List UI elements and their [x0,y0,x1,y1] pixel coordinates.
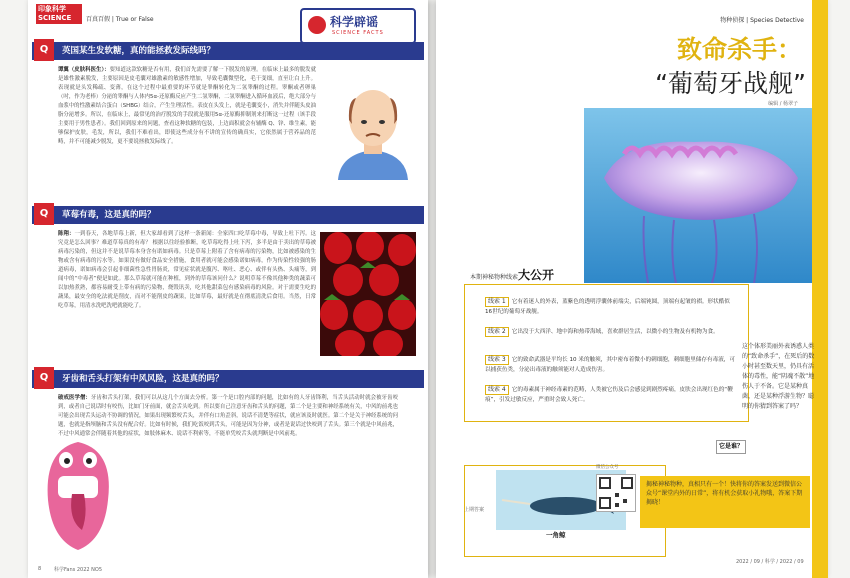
author-credit: 编辑 / 杨翠子 [768,101,798,107]
jellyfish-photo [584,108,812,283]
previous-answer-name: 一角鲸 [546,531,566,539]
q-badge: Q [34,39,54,61]
question-title: 英国某生发软糖，真的能拯救发际线吗？ [62,46,216,56]
clue-tag: 线索 1 [485,297,509,307]
clue-item-1 [485,297,735,317]
answer-body: 要知道这款软糖是否有用，我们首先需要了解一下脱发的原理。在临床上最多的脱发就是雄性激素脱发，主要原因是皮毛囊对雄激素的敏感性增加，导致毛囊微型化，毛干变细，直至让白上升。表现就是头发稀疏、变薄，在这个过程中最重要的环节就是睾酮转化为二氢睾酮的过程。睾酮或者卵巢（吋，作为老棒）分泌的睾酮与人体内5α-还原酶反应产生二氢睾酮，二氢睾酮进入循环血液后，绝大部分与血浆中的性激素结合蛋白（SHBG）结合，产生生理活性。表皮在头发上，就是毛囊变小，消失并伴随头皮油脂分泌增多。所以，在临床上，最常见的治疗脱发的手段就是服用5α-还原酶抑制剂来打断这一过程（该手段主要用于男性患者）。我们回到原来的问题，查看这种软糖的包装，上边面积就会有辅酶 Q、锌、维生素，能够保护皮肤，毛发，所以，我们不难看出，即使这些成分有不讲的宣传的确真实，它依然属于营养品的范畴，并不可能减少脱发，更不要说拯救发际线了。 [58,67,316,145]
qr-label: 微信公众号 [596,465,619,470]
logo-title: 科学辟谣 [330,15,379,29]
mystery-description: 这个体形美丽外表诱惑人类的“致命杀手”，在死后的数小时甚至数天里，仍具有活体的毒性，能“阴魂不散”地伤人于不备。它是某种真菌，还是某种浮游生物？聪明的你猜到答案了吗？ [742,343,815,410]
species-detective-header: 物种侦探 | Species Detective [720,17,804,24]
clue-item-4 [485,385,735,405]
clue-tag: 线索 3 [485,355,509,365]
clue-item-2 [485,327,735,337]
reveal-big-text: 大公开 [518,268,555,282]
answer-speaker: 陈翔： [58,231,75,237]
clue-box [464,284,749,422]
answer-speaker: 谭翼（皮肤科医生）： [58,67,110,73]
brand-logo: 印象科学 SCIENCE [36,4,82,24]
article-title-line-2: “葡萄牙战舰” [655,69,806,98]
tongue-monster-illustration [38,430,120,560]
strawberries-photo [320,232,416,356]
right-page-number: 2022 / 09 / 科学 / 2022 / 09 [736,559,804,565]
left-footer: 科学Fans 2022 NO5 [54,567,103,573]
left-page-number: 8 [38,566,42,572]
article-title-line-1: 致命杀手： [676,35,802,64]
section-label: 百真百假 | True or False [86,16,154,23]
question-bar-2 [32,206,424,224]
clue-tag: 线索 2 [485,327,509,337]
call-to-action-box: 揭秘神秘物种，真相只有一个！快将你的答案发送到微信公众号“课堂内外的日常”，将有机会获取小礼物哦，答案下期揭晓！ [640,476,810,528]
left-page [28,0,428,578]
science-facts-logo [300,8,416,44]
clue-text: 它出没于大西洋、地中海和热带海域，喜欢群居生活，以微小的生物及有机物为食。 [511,329,719,335]
who-is-it-label: 它是谁？ [716,440,746,454]
clue-item-3 [485,355,735,375]
clue-reveal-heading [470,266,554,283]
clue-text: 它有着迷人的外表，蓝紫色的透明浮囊体前端尖，后端钝圆，顶端有起皱的褶。形状酷似16世纪的葡萄牙战舰。 [485,299,730,315]
bald-man-illustration [330,80,416,180]
question-bar-3 [32,370,424,388]
yellow-edge-band [812,0,828,578]
previous-answer-label: 上期答案 [464,507,485,513]
q-badge: Q [34,203,54,225]
reveal-small-text: 本期神秘物种线索 [470,274,519,281]
question-title: 牙齿和舌头打架有中风风险，这是真的吗？ [62,374,224,384]
question-title: 草莓有毒，这是真的吗？ [62,210,156,220]
clue-text: 它的致命武器是平均长 10 米的触须，其中密布着微小的刺细胞，刺细胞里储存有毒液，可以捕获鱼类，分泌出毒液的触须能对人造成伤害。 [485,357,735,373]
question-bar-1 [32,42,424,60]
answer-body: 一到春天，各地草莓上新，但大家却看到了这样一条新闻：全家四口吃草莓中毒，导致上吐下泻。这究竟是怎么回事？难道草莓真的有毒？ 根据以往经验推断，吃草莓吃得上吐下泻，多半是由于卖出的草莓被病毒污染的，但这并不是说草莓本身含有诺如病毒。只是草莓上附着了含有病毒的污染物，比如被感染的生物或含有病毒的污水等。如果没有做好食品安全措施，食用者就可能会感染诺如病毒，作为传染性较强的肠道病毒，诺如病毒会引起非细菌性急性胃肠炎，常见症状就是腹泻、呕吐、恶心、或伴有头热、头痛等，到闻中的“中毒者”便是如此。那么草莓就可能在种植，到外的草莓该问什么？说明草莓不像其他种类的蔬菜可以加热煮熟，都容易耐受上带有病的污染物，烧毁讯卖，吃其他甜菜包有感染病毒的风险。对于需要生吃的蔬果，最安全的吃法就是削皮，而对不能削皮的蔬果，比如草莓，最好就是在彻底清洗后食用。当然，日常吃草莓，用清水洗吧洗吧就能吃了。 [58,231,316,309]
logo-subtitle: SCIENCE FACTS [332,30,384,36]
logo-badge-icon [308,16,326,34]
answer-body: 牙齿和舌头打架，我们可以从这几个方面去分析。第一个是口腔内部的问题，比如有的人牙齿锋利，当舌头活动时就会被牙齿咬到，或者自己说话时有咬伤，比如门牙前面，就会舌头吃到。所以要自己注意牙齿和舌头的问题，第二个是主要和神经系统有关，中风的前兆也可能会出现舌头运动不协调的情况，如果出现频繁咬舌头，并伴有口角歪斜，说话不清楚等症状，就应该及时就医。第二个是关于神经系统的问题，也就是指颅脑和舌头没有配合好。比如有时候，我们吃饭咬到舌头，可能是因为分神，或者是说话过快咬到了舌头。第三个就是中风前兆，不过中风通常会伴随着其他的症状，如肢体麻木、说话不利索等，不能单凭咬舌头就判断是中风前兆。 [58,395,398,437]
clue-text: 它的毒素属于神经毒素的范畴，人类被它伤及后会感觉到剧烈疼痛，皮肤会出现红色的“鞭痕”，引发过敏反应，严重时会致人死亡。 [485,387,733,403]
qr-code-icon[interactable] [596,474,636,512]
answer-paragraph-2 [58,230,316,311]
q-badge: Q [34,367,54,389]
answer-speaker: 破戒医学僧： [58,395,91,401]
answer-paragraph-1 [58,66,316,147]
right-page [436,0,828,578]
clue-tag: 线索 4 [485,385,509,395]
